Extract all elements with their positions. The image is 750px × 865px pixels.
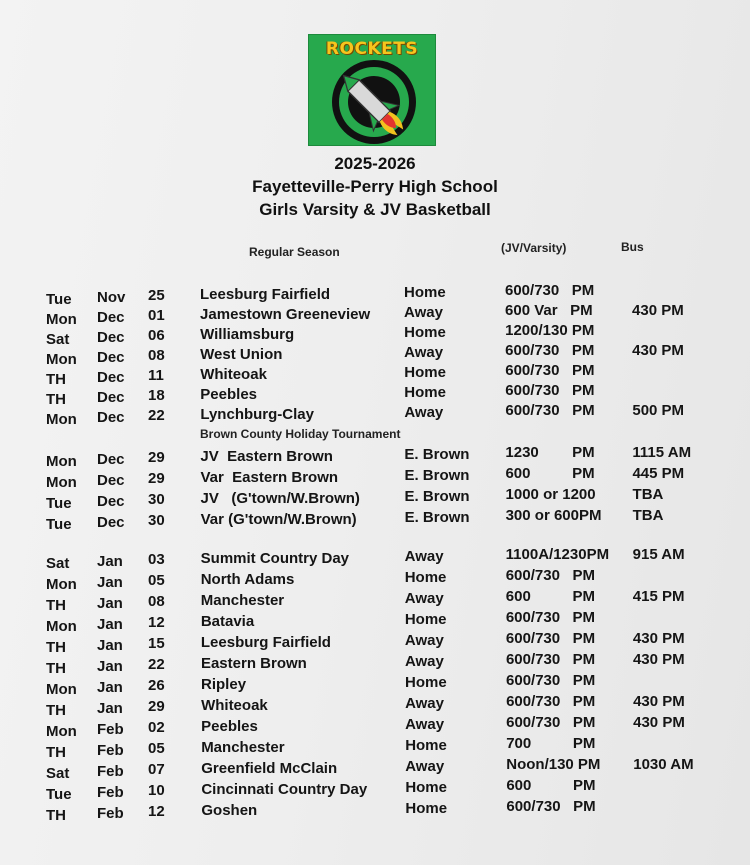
game-day: Mon — [46, 311, 77, 328]
game-time: 600/730 PM — [505, 630, 596, 647]
game-month: Feb — [97, 784, 124, 801]
game-opponent: Goshen — [201, 802, 258, 819]
game-day: TH — [46, 639, 66, 656]
game-opponent: Leesburg Fairfield — [200, 634, 331, 651]
game-site: Home — [404, 611, 447, 628]
game-bus-time: 1030 AM — [633, 756, 694, 773]
game-site: Away — [405, 695, 444, 712]
game-date: 02 — [148, 719, 165, 736]
schedule-row — [0, 651, 750, 677]
game-day: Sat — [46, 331, 70, 348]
schedule-row — [0, 756, 750, 782]
game-time: 600 PM — [505, 588, 595, 605]
game-opponent: Batavia — [200, 613, 255, 630]
game-day: Mon — [46, 681, 77, 698]
game-time: Noon/130 PM — [506, 756, 601, 773]
game-opponent: Var (G'town/W.Brown) — [200, 511, 357, 528]
game-day: Tue — [46, 495, 72, 512]
game-day: TH — [46, 391, 66, 408]
schedule-row — [0, 546, 750, 572]
game-bus-time: 915 AM — [632, 546, 685, 563]
game-opponent: Ripley — [201, 676, 247, 693]
game-time: 1000 or 1200 — [505, 486, 596, 503]
game-date: 26 — [148, 677, 165, 694]
game-day: Mon — [46, 351, 77, 368]
game-date: 22 — [148, 656, 165, 673]
game-month: Jan — [97, 700, 123, 717]
schedule-row — [0, 402, 750, 428]
game-time: 600 Var PM — [505, 302, 593, 319]
game-month: Jan — [97, 637, 123, 654]
game-time: 600/730 PM — [506, 798, 596, 815]
game-month: Dec — [97, 409, 125, 426]
schedule-row — [0, 282, 750, 308]
game-opponent: Lynchburg-Clay — [200, 406, 314, 423]
schedule-row — [0, 714, 750, 740]
game-time: 600/730 PM — [505, 609, 596, 626]
game-month: Dec — [97, 389, 125, 406]
game-site: E. Brown — [404, 488, 470, 505]
game-site: E. Brown — [404, 467, 470, 484]
game-date: 05 — [148, 572, 165, 589]
game-time: 600/730 PM — [505, 402, 595, 419]
game-date: 06 — [148, 327, 165, 344]
game-month: Dec — [97, 309, 125, 326]
regular-season-header: Regular Season — [249, 245, 340, 259]
school-title: Fayetteville-Perry High School — [252, 177, 498, 196]
game-day: TH — [46, 371, 66, 388]
schedule-row — [0, 693, 750, 719]
schedule-row — [0, 777, 750, 803]
game-bus-time: TBA — [632, 507, 664, 524]
game-bus-time: 430 PM — [632, 630, 685, 647]
game-day: Tue — [46, 516, 72, 533]
game-day: Mon — [46, 576, 77, 593]
game-day: Sat — [46, 765, 70, 782]
game-time: 600/730 PM — [506, 672, 596, 689]
schedule-row — [0, 302, 750, 328]
game-day: TH — [46, 660, 66, 677]
rockets-logo — [308, 34, 436, 146]
game-site: Home — [404, 569, 447, 586]
game-month: Dec — [97, 451, 125, 468]
game-date: 18 — [148, 387, 165, 404]
game-site: Away — [404, 344, 444, 361]
schedule-row — [0, 486, 750, 512]
game-time: 600/730 PM — [505, 382, 595, 399]
game-month: Feb — [97, 763, 124, 780]
game-bus-time: 500 PM — [632, 402, 685, 419]
season-title: 2025-2026 — [334, 154, 416, 173]
schedule-row — [0, 382, 750, 408]
game-time: 600 PM — [506, 777, 596, 794]
game-month: Dec — [97, 472, 125, 489]
game-opponent: Whiteoak — [200, 366, 267, 383]
game-time: 300 or 600PM — [505, 507, 602, 524]
game-month: Jan — [97, 658, 123, 675]
game-site: Home — [404, 364, 446, 381]
game-month: Jan — [97, 679, 123, 696]
game-day: TH — [46, 807, 66, 824]
schedule-row — [0, 567, 750, 593]
game-date: 05 — [148, 740, 165, 757]
game-time: 600/730 PM — [505, 567, 595, 584]
game-opponent: North Adams — [200, 571, 295, 588]
game-opponent: Manchester — [201, 739, 285, 756]
game-site: Away — [405, 716, 445, 733]
game-date: 03 — [148, 551, 165, 568]
bus-column-header: Bus — [621, 240, 644, 254]
game-date: 30 — [148, 491, 165, 508]
schedule-row — [0, 465, 750, 491]
game-bus-time: 415 PM — [632, 588, 685, 605]
game-site: Away — [405, 758, 445, 775]
game-bus-time: 445 PM — [632, 465, 685, 482]
game-month: Dec — [97, 493, 125, 510]
game-date: 08 — [148, 593, 165, 610]
game-date: 25 — [148, 287, 165, 304]
game-day: Mon — [46, 453, 77, 470]
schedule-row — [0, 798, 750, 824]
game-day: Tue — [46, 291, 72, 308]
logo-text: ROCKETS — [325, 39, 419, 59]
game-site: Home — [404, 384, 446, 401]
game-site: Home — [405, 737, 447, 754]
game-date: 10 — [148, 782, 165, 799]
game-bus-time: 430 PM — [633, 693, 685, 710]
game-opponent: Peebles — [201, 718, 258, 735]
schedule-row — [0, 588, 750, 614]
game-day: Sat — [46, 555, 70, 572]
game-opponent: Manchester — [200, 592, 285, 609]
game-date: 08 — [148, 347, 165, 364]
game-date: 12 — [148, 614, 165, 631]
game-site: Home — [404, 284, 446, 301]
game-site: Home — [405, 779, 447, 796]
game-site: Home — [404, 324, 446, 341]
game-time: 600/730 PM — [506, 693, 596, 710]
game-site: Away — [404, 653, 444, 670]
game-opponent: Williamsburg — [200, 326, 295, 343]
game-opponent: Eastern Brown — [200, 655, 307, 672]
team-title: Girls Varsity & JV Basketball — [259, 200, 491, 219]
game-month: Dec — [97, 349, 125, 366]
game-time: 600/730 PM — [505, 282, 595, 299]
game-opponent: Summit Country Day — [200, 550, 350, 567]
game-site: Home — [405, 674, 447, 691]
game-opponent: Greenfield McClain — [201, 760, 338, 777]
game-time: 600/730 PM — [505, 342, 595, 359]
schedule-row — [0, 444, 750, 470]
game-day: TH — [46, 744, 66, 761]
game-time: 1200/130 PM — [505, 322, 595, 339]
game-time: 600 PM — [505, 465, 595, 482]
game-bus-time: 430 PM — [632, 651, 685, 668]
game-site: Home — [405, 800, 448, 817]
game-date: 15 — [148, 635, 165, 652]
game-time: 600/730 PM — [505, 362, 595, 379]
game-time: 1100A/1230PM — [505, 546, 610, 563]
game-opponent: West Union — [200, 346, 283, 363]
game-date: 29 — [148, 470, 165, 487]
game-opponent: Peebles — [200, 386, 258, 403]
game-opponent: Leesburg Fairfield — [200, 286, 331, 303]
game-time: 600/730 PM — [506, 714, 596, 731]
game-opponent: Jamestown Greeneview — [200, 306, 371, 323]
game-opponent: Cincinnati Country Day — [201, 781, 368, 798]
game-opponent: JV Eastern Brown — [200, 448, 333, 465]
schedule-row — [0, 342, 750, 368]
game-month: Feb — [97, 721, 124, 738]
game-day: TH — [46, 597, 66, 614]
game-day: TH — [46, 702, 66, 719]
game-day: Mon — [46, 618, 77, 635]
game-bus-time: TBA — [632, 486, 664, 503]
game-day: Mon — [46, 723, 77, 740]
game-day: Mon — [46, 474, 77, 491]
tournament-note: Brown County Holiday Tournament — [200, 427, 401, 441]
game-site: Away — [404, 304, 443, 321]
schedule-row — [0, 735, 750, 761]
game-month: Jan — [97, 553, 123, 570]
game-bus-time: 1115 AM — [632, 444, 692, 461]
game-date: 22 — [148, 407, 165, 424]
game-month: Nov — [97, 289, 126, 306]
game-date: 29 — [148, 698, 165, 715]
schedule-row — [0, 322, 750, 348]
game-opponent: Var Eastern Brown — [200, 469, 339, 486]
time-column-header: (JV/Varsity) — [501, 241, 567, 255]
game-bus-time: 430 PM — [633, 714, 685, 731]
game-bus-time: 430 PM — [632, 302, 684, 319]
game-opponent: JV (G'town/W.Brown) — [200, 490, 360, 507]
game-date: 07 — [148, 761, 165, 778]
game-month: Dec — [97, 329, 125, 346]
game-site: Away — [404, 548, 444, 565]
game-month: Jan — [97, 574, 123, 591]
game-month: Dec — [97, 514, 125, 531]
game-date: 01 — [148, 307, 165, 324]
schedule-row — [0, 507, 750, 533]
game-date: 30 — [148, 512, 165, 529]
game-month: Jan — [97, 595, 123, 612]
game-time: 1230 PM — [505, 444, 595, 461]
game-site: Away — [404, 404, 444, 421]
game-date: 11 — [148, 367, 164, 384]
schedule-row — [0, 362, 750, 388]
game-month: Dec — [97, 369, 125, 386]
game-time: 700 PM — [506, 735, 596, 752]
game-site: Away — [404, 632, 444, 649]
schedule-row — [0, 630, 750, 656]
game-date: 29 — [148, 449, 165, 466]
game-month: Jan — [97, 616, 123, 633]
game-bus-time: 430 PM — [632, 342, 684, 359]
game-month: Feb — [97, 742, 124, 759]
game-site: Away — [404, 590, 444, 607]
game-month: Feb — [97, 805, 124, 822]
game-opponent: Whiteoak — [201, 697, 268, 714]
schedule-row — [0, 672, 750, 698]
game-day: Tue — [46, 786, 72, 803]
game-site: E. Brown — [404, 509, 470, 526]
game-site: E. Brown — [404, 446, 470, 463]
game-date: 12 — [148, 803, 165, 820]
game-day: Mon — [46, 411, 77, 428]
game-time: 600/730 PM — [505, 651, 596, 668]
schedule-row — [0, 609, 750, 635]
